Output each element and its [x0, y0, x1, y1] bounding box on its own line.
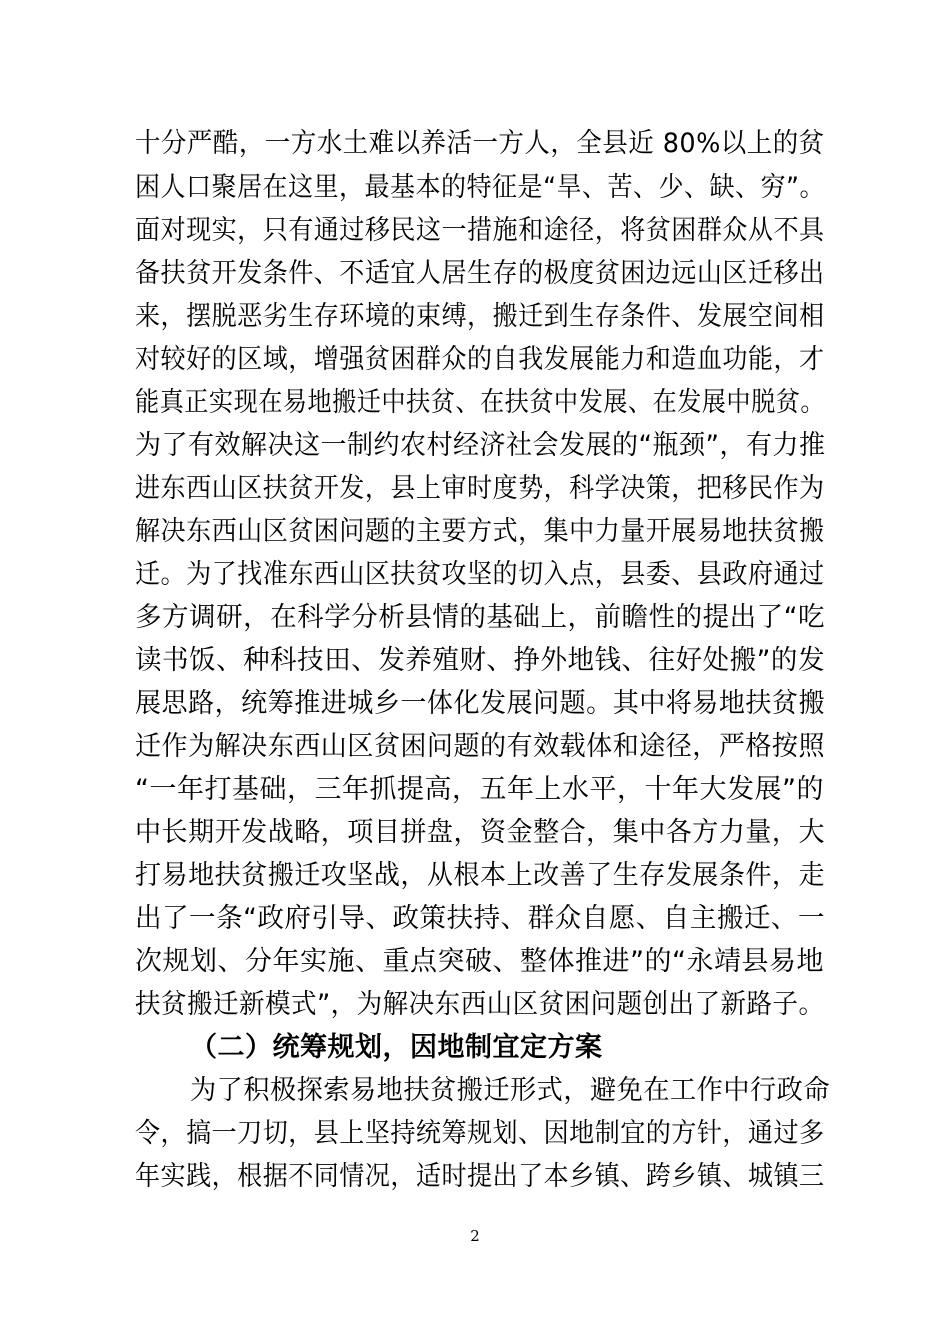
page-number: 2	[470, 1227, 480, 1245]
paragraph-line: 出了一条“政府引导、政策扶持、群众自愿、自主搬迁、一	[135, 903, 825, 934]
paragraph-line: 扶贫搬迁新模式”，为解决东西山区贫困问题创出了新路子。	[135, 989, 825, 1020]
paragraph-line: 能真正实现在易地搬迁中扶贫、在扶贫中发展、在发展中脱贫。	[135, 387, 825, 418]
paragraph-line: 为了积极探索易地扶贫搬迁形式，避免在工作中行政命	[190, 1075, 830, 1106]
paragraph-line: 备扶贫开发条件、不适宜人居生存的极度贫困边远山区迁移出	[135, 258, 825, 289]
paragraph-line: 次规划、分年实施、重点突破、整体推进”的“永靖县易地	[135, 946, 824, 977]
paragraph-line: 打易地扶贫搬迁攻坚战，从根本上改善了生存发展条件，走	[135, 860, 825, 891]
paragraph-line: 展思路，统筹推进城乡一体化发展问题。其中将易地扶贫搬	[135, 688, 825, 719]
paragraph-line: 迁。为了找准东西山区扶贫攻坚的切入点，县委、县政府通过	[135, 559, 825, 590]
paragraph-line: 多方调研，在科学分析县情的基础上，前瞻性的提出了“吃	[135, 602, 825, 633]
paragraph-line: 为了有效解决这一制约农村经济社会发展的“瓶颈”，有力推	[135, 430, 826, 461]
paragraph-line: “一年打基础，三年抓提高，五年上水平，十年大发展”的	[135, 774, 824, 805]
paragraph-line: 读书饭、种科技田、发养殖财、挣外地钱、往好处搬”的发	[135, 645, 825, 676]
paragraph-line: 困人口聚居在这里，最基本的特征是“旱、苦、少、缺、穷”。	[135, 172, 825, 203]
paragraph-line: 进东西山区扶贫开发，县上审时度势，科学决策，把移民作为	[135, 473, 825, 504]
paragraph-line: 十分严酷，一方水土难以养活一方人，全县近 80%以上的贫	[135, 128, 825, 159]
paragraph-line: 中长期开发战略，项目拼盘，资金整合，集中各方力量，大	[135, 817, 825, 848]
paragraph-line: 来，摆脱恶劣生存环境的束缚，搬迁到生存条件、发展空间相	[135, 301, 825, 332]
paragraph-line: 令，搞一刀切，县上坚持统筹规划、因地制宜的方针，通过多	[135, 1118, 825, 1149]
paragraph-line: 解决东西山区贫困问题的主要方式，集中力量开展易地扶贫搬	[135, 516, 825, 547]
paragraph-line: 年实践，根据不同情况，适时提出了本乡镇、跨乡镇、城镇三	[135, 1161, 825, 1192]
section-heading: （二）统筹规划，因地制宜定方案	[190, 1032, 603, 1063]
paragraph-line: 对较好的区域，增强贫困群众的自我发展能力和造血功能，才	[135, 344, 825, 375]
paragraph-line: 面对现实，只有通过移民这一措施和途径，将贫困群众从不具	[135, 215, 825, 246]
paragraph-line: 迁作为解决东西山区贫困问题的有效载体和途径，严格按照	[135, 731, 825, 762]
